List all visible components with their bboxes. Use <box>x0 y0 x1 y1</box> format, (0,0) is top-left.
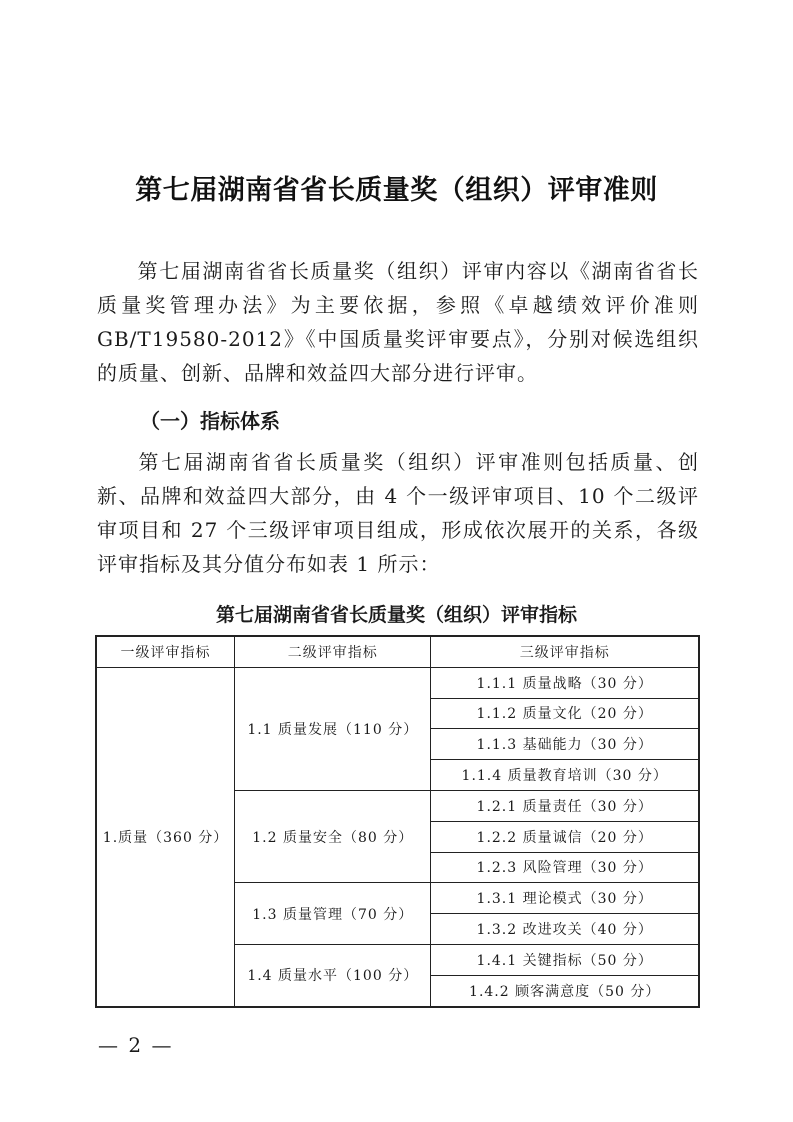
level3-cell: 1.3.1 理论模式（30 分） <box>431 883 699 914</box>
level3-cell: 1.2.2 质量诚信（20 分） <box>431 821 699 852</box>
level3-cell: 1.1.2 质量文化（20 分） <box>431 698 699 729</box>
header-level2: 二级评审指标 <box>235 636 431 667</box>
header-level3: 三级评审指标 <box>431 636 699 667</box>
level3-cell: 1.1.1 质量战略（30 分） <box>431 667 699 698</box>
table-row <box>96 667 699 698</box>
level3-cell: 1.4.2 顾客满意度（50 分） <box>431 975 699 1006</box>
level2-cell: 1.2 质量安全（80 分） <box>235 790 431 882</box>
section-heading: （一）指标体系 <box>140 409 280 433</box>
level3-cell: 1.1.4 质量教育培训（30 分） <box>431 760 699 791</box>
level3-cell: 1.4.1 关键指标（50 分） <box>431 944 699 975</box>
document-title: 第七届湖南省省长质量奖（组织）评审准则 <box>135 175 658 206</box>
header-level1: 一级评审指标 <box>96 636 235 667</box>
level3-cell: 1.1.3 基础能力（30 分） <box>431 729 699 760</box>
level3-cell: 1.3.2 改进攻关（40 分） <box>431 914 699 945</box>
level1-cell: 1.质量（360 分） <box>96 667 235 1006</box>
level2-cell: 1.3 质量管理（70 分） <box>235 883 431 945</box>
level3-cell: 1.2.3 风险管理（30 分） <box>431 852 699 883</box>
criteria-table <box>95 635 700 1008</box>
table-header-row <box>96 636 699 667</box>
level2-cell: 1.1 质量发展（110 分） <box>235 667 431 790</box>
page-number: — 2 — <box>98 1033 174 1057</box>
level2-cell: 1.4 质量水平（100 分） <box>235 944 431 1006</box>
table-caption: 第七届湖南省省长质量奖（组织）评审指标 <box>215 604 577 626</box>
index-system-paragraph <box>97 445 699 581</box>
level3-cell: 1.2.1 质量责任（30 分） <box>431 790 699 821</box>
intro-paragraph <box>97 254 699 390</box>
intro-paragraph-text: 第七届湖南省省长质量奖（组织）评审内容以《湖南省省长质量奖管理办法》为主要依据，参照《卓越绩效评价准则GB/T19580-2012》《中国质量奖评审要点》，分别对候选组织的质量、创新、品牌和效益四大部分进行评审。 <box>97 259 699 385</box>
index-system-paragraph-text: 第七届湖南省省长质量奖（组织）评审准则包括质量、创新、品牌和效益四大部分，由 4 个一级评审项目、10 个二级评审项目和 27 个三级评审项目组成，形成依次展开的关系，各级评审指标及其分值分布如表 1 所示： <box>97 450 699 576</box>
